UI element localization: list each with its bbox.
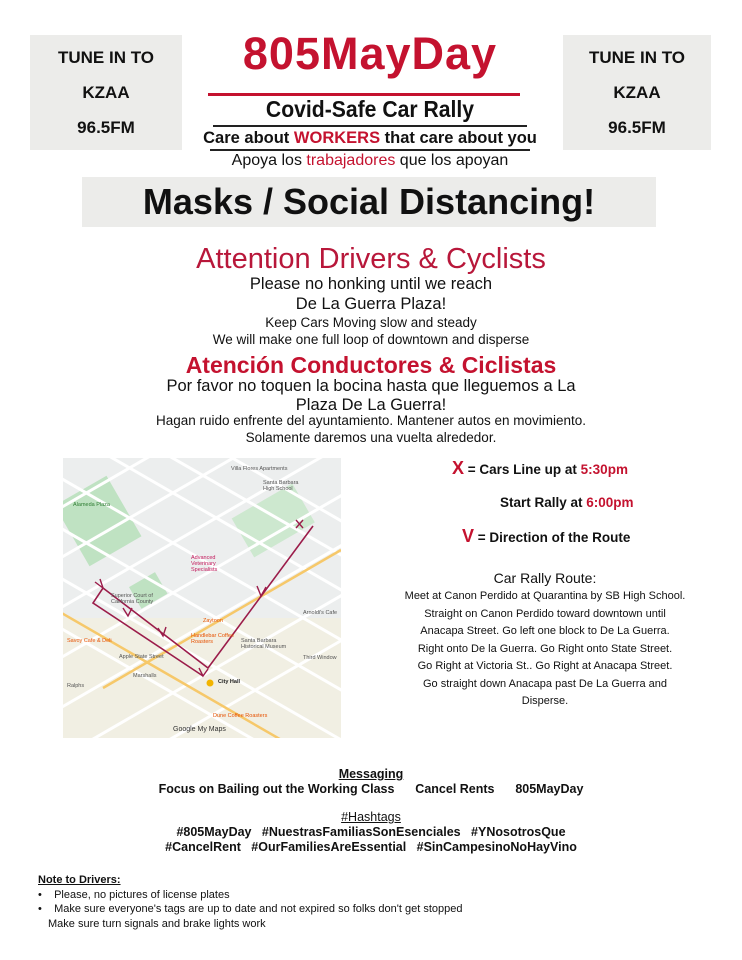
route-line: Straight on Canon Perdido toward downtown until bbox=[424, 607, 666, 620]
route-map bbox=[63, 458, 341, 738]
care-post: that care about you bbox=[380, 129, 537, 147]
radio-frequency: 96.5FM bbox=[77, 118, 135, 137]
hashtags-heading: #Hashtags bbox=[341, 810, 401, 824]
event-subtitle: Covid-Safe Car Rally bbox=[265, 96, 475, 122]
route-description bbox=[388, 588, 702, 711]
map-label-zaytoon: Zaytoon bbox=[203, 618, 223, 624]
map-label-alameda: Alameda Plaza bbox=[73, 502, 110, 508]
route-line: Disperse. bbox=[521, 695, 569, 707]
radio-station: KZAA bbox=[613, 83, 661, 102]
v-symbol: V bbox=[462, 526, 475, 546]
atencion-heading: Atención Conductores & Ciclistas bbox=[185, 352, 557, 378]
care-divider bbox=[210, 149, 530, 151]
notes-item: Make sure turn signals and brake lights work bbox=[48, 917, 266, 930]
map-label-marshalls: Marshalls bbox=[133, 673, 157, 679]
map-label-handlebar: Handlebar Coffee Roasters bbox=[191, 633, 235, 645]
notes-heading: Note to Drivers: bbox=[38, 874, 121, 886]
map-label-ralphs: Ralphs bbox=[67, 683, 85, 689]
map-label-thirdwindow: Third Window bbox=[303, 655, 337, 661]
route-line: Go straight down Anacapa past De La Guerra and bbox=[423, 677, 667, 690]
care-workers: WORKERS bbox=[293, 129, 381, 147]
spanish-line-4: Solamente daremos una vuelta alrededor. bbox=[245, 430, 497, 445]
notes-item: • Please, no pictures of license plates bbox=[38, 888, 230, 901]
apoya-trabajadores: trabajadores bbox=[306, 152, 396, 169]
route-line: Meet at Canon Perdido at Quarantina by SB High School. bbox=[404, 590, 686, 602]
subtitle-divider bbox=[213, 125, 527, 127]
attention-heading: Attention Drivers & Cyclists bbox=[196, 243, 546, 275]
route-line: Go Right at Victoria St.. Go Right at Anacapa Street. bbox=[417, 660, 673, 672]
apoya-post: que los apoyan bbox=[395, 152, 509, 169]
map-google-logo: Google My Maps bbox=[173, 726, 226, 733]
spanish-line-3: Hagan ruido enfrente del ayuntamiento. Mantener autos en movimiento. bbox=[155, 413, 586, 428]
english-line-1: Please no honking until we reach bbox=[249, 275, 493, 293]
map-label-court: Superior Court of California County bbox=[111, 593, 154, 605]
start-time: 6:00pm bbox=[586, 495, 634, 510]
radio-frequency: 96.5FM bbox=[608, 118, 666, 137]
map-label-sbhs: Santa Barbara High School bbox=[263, 480, 299, 492]
start-text: Start Rally at bbox=[500, 495, 587, 510]
spanish-line-2: Plaza De La Guerra! bbox=[295, 396, 447, 414]
legend-x bbox=[452, 458, 628, 479]
map-label-vet: Advanced Veterinary Specialists bbox=[191, 555, 218, 573]
radio-box-left bbox=[30, 35, 182, 150]
map-label-savoy: Savoy Cafe & Deli bbox=[67, 638, 112, 644]
messaging-line: Focus on Bailing out the Working Class Cancel Rents 805MayDay bbox=[158, 782, 584, 796]
driver-notes bbox=[38, 873, 718, 931]
radio-tune-label: TUNE IN TO bbox=[588, 48, 686, 67]
x-text: = Cars Line up at bbox=[464, 462, 581, 477]
english-line-3: Keep Cars Moving slow and steady bbox=[265, 315, 477, 330]
hashtags-line-2: #CancelRent #OurFamiliesAreEssential #SinCampesinoNoHayVino bbox=[165, 840, 577, 854]
map-label-dune: Dune Coffee Roasters bbox=[213, 713, 268, 719]
messaging-heading: Messaging bbox=[338, 767, 404, 781]
x-time: 5:30pm bbox=[580, 462, 628, 477]
radio-station: KZAA bbox=[82, 83, 130, 102]
masks-banner: Masks / Social Distancing! bbox=[82, 177, 656, 227]
care-tagline bbox=[170, 129, 570, 148]
route-line: Right onto De la Guerra. Go Right onto State Street. bbox=[417, 642, 673, 655]
route-map-graphic bbox=[63, 458, 341, 738]
notes-item: • Make sure everyone's tags are up to date and not expired so folks don't get stopped bbox=[38, 903, 463, 915]
radio-tune-label: TUNE IN TO bbox=[57, 48, 155, 67]
spanish-line-1: Por favor no toquen la bocina hasta que lleguemos a La bbox=[166, 377, 576, 395]
route-line: Anacapa Street. Go left one block to De La Guerra. bbox=[420, 625, 670, 637]
legend-start bbox=[500, 495, 634, 510]
map-label-historical: Santa Barbara Historical Museum bbox=[241, 638, 287, 650]
care-pre: Care about bbox=[203, 129, 294, 147]
map-label-cityhall: City Hall bbox=[218, 679, 241, 685]
hashtags-line-1: #805MayDay #NuestrasFamiliasSonEsenciales #YNosotrosQue bbox=[176, 825, 566, 839]
radio-box-right bbox=[563, 35, 711, 150]
apoya-pre: Apoya los bbox=[231, 152, 307, 169]
english-line-2: De La Guerra Plaza! bbox=[295, 295, 447, 313]
english-line-4: We will make one full loop of downtown and disperse bbox=[212, 332, 530, 347]
map-label-villa: Villa Flores Apartments bbox=[231, 466, 288, 472]
route-title: Car Rally Route: bbox=[493, 570, 597, 586]
map-label-arnoldi: Arnoldi's Cafe bbox=[303, 610, 338, 616]
event-title: 805MayDay bbox=[242, 28, 498, 79]
x-symbol: X bbox=[452, 458, 465, 478]
legend-v bbox=[462, 526, 630, 547]
map-label-apple: Apple State Street bbox=[119, 654, 164, 660]
v-text: = Direction of the Route bbox=[474, 530, 631, 545]
apoya-tagline bbox=[170, 152, 570, 170]
